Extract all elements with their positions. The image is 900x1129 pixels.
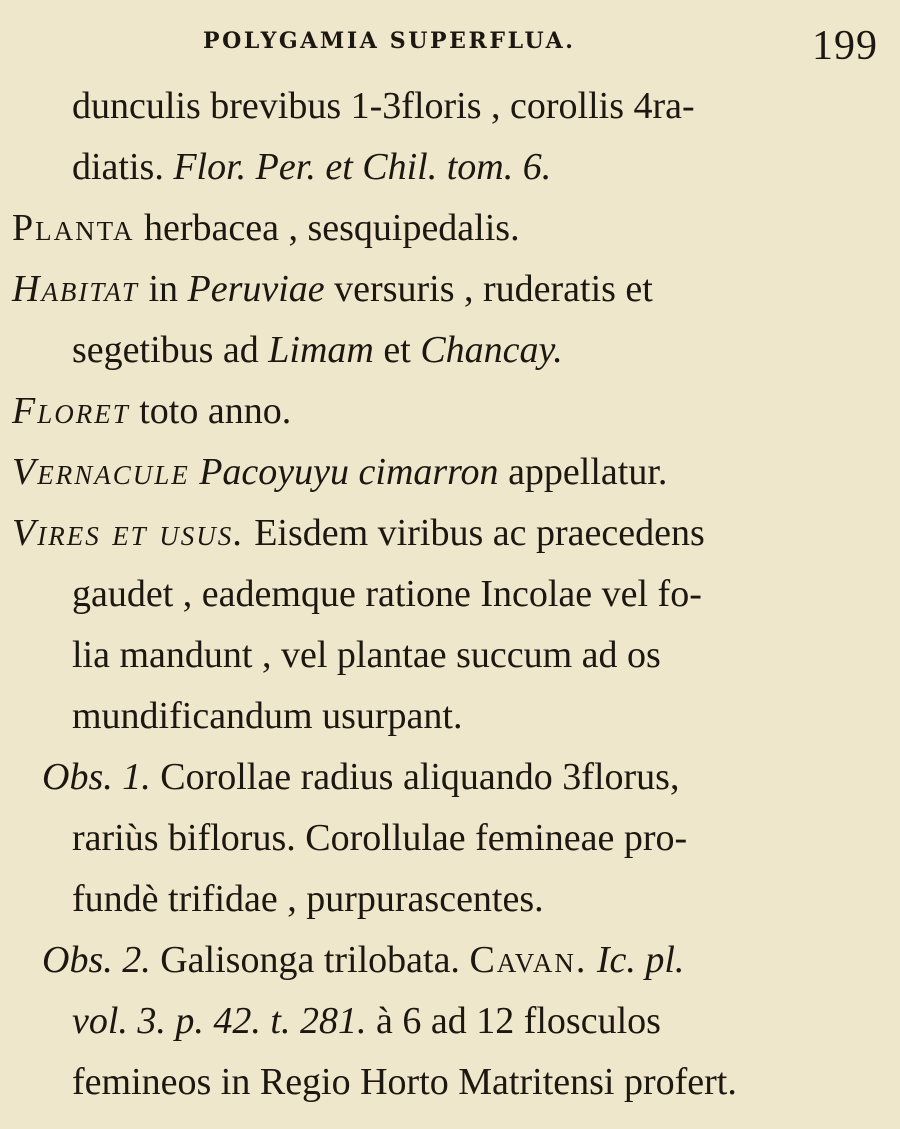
obs2-entry: [12, 930, 886, 991]
author-name: Cavan.: [469, 939, 588, 981]
line-text: gaudet , eademque ratione Incolae vel fo-: [72, 573, 702, 615]
vernacular-name: Pacoyuyu cimarron: [199, 451, 499, 493]
line-text: appellatur.: [508, 451, 668, 493]
page-body: [12, 76, 886, 1113]
line-text: segetibus ad: [72, 329, 259, 371]
line-text: mundificandum usurpant.: [72, 695, 463, 737]
line-text: Corollae radius aliquando 3florus,: [160, 756, 680, 798]
section-heading-floret: Floret: [12, 390, 130, 432]
habitat-entry: [12, 259, 886, 320]
section-heading-vernacule: Vernacule: [12, 451, 190, 493]
line-text: à 6 ad 12 flosculos: [375, 1000, 661, 1042]
line-text: Eisdem viribus ac praecedens: [254, 512, 705, 554]
place-name: Chancay.: [420, 329, 563, 371]
text-line: [12, 137, 886, 198]
place-name: Limam: [268, 329, 374, 371]
page-number: 199: [812, 23, 878, 69]
text-line: [12, 1052, 886, 1113]
line-text: rariùs biflorus. Corollulae femineae pro-: [72, 817, 688, 859]
planta-entry: [12, 198, 886, 259]
line-text: lia mandunt , vel plantae succum ad os: [72, 634, 661, 676]
page-header: [0, 22, 900, 69]
reference-citation: vol. 3. p. 42. t. 281.: [72, 1000, 367, 1042]
line-text: in: [148, 268, 179, 310]
text-line: [12, 869, 886, 930]
section-heading-vires: Vires et usus.: [12, 512, 245, 554]
text-line: [12, 991, 886, 1052]
text-line: [12, 625, 886, 686]
text-line: [12, 320, 886, 381]
running-head: POLYGAMIA SUPERFLUA.: [203, 28, 576, 54]
flora-citation: Flor. Per. et Chil. tom. 6.: [173, 146, 552, 188]
floret-entry: [12, 381, 886, 442]
text-line: [12, 76, 886, 137]
line-text: Galisonga trilobata.: [160, 939, 460, 981]
text-line: [12, 808, 886, 869]
text-line: [12, 564, 886, 625]
line-text: et: [383, 329, 411, 371]
obs-heading: Obs. 2.: [42, 939, 151, 981]
section-heading-habitat: Habitat: [12, 268, 139, 310]
line-text: toto anno.: [139, 390, 292, 432]
vernacule-entry: [12, 442, 886, 503]
line-text: diatis.: [72, 146, 164, 188]
obs-heading: Obs. 1.: [42, 756, 151, 798]
line-text: herbacea , sesquipedalis.: [143, 207, 520, 249]
section-heading-planta: Planta: [12, 207, 135, 249]
obs1-entry: [12, 747, 886, 808]
reference-citation: Ic. pl.: [596, 939, 685, 981]
vires-entry: [12, 503, 886, 564]
line-text: femineos in Regio Horto Matritensi profert.: [72, 1061, 737, 1103]
line-text: fundè trifidae , purpurascentes.: [72, 878, 544, 920]
line-text: dunculis brevibus 1-3floris , corollis 4ra-: [72, 85, 695, 127]
place-name: Peruviae: [187, 268, 325, 310]
text-line: [12, 686, 886, 747]
line-text: versuris , ruderatis et: [334, 268, 653, 310]
